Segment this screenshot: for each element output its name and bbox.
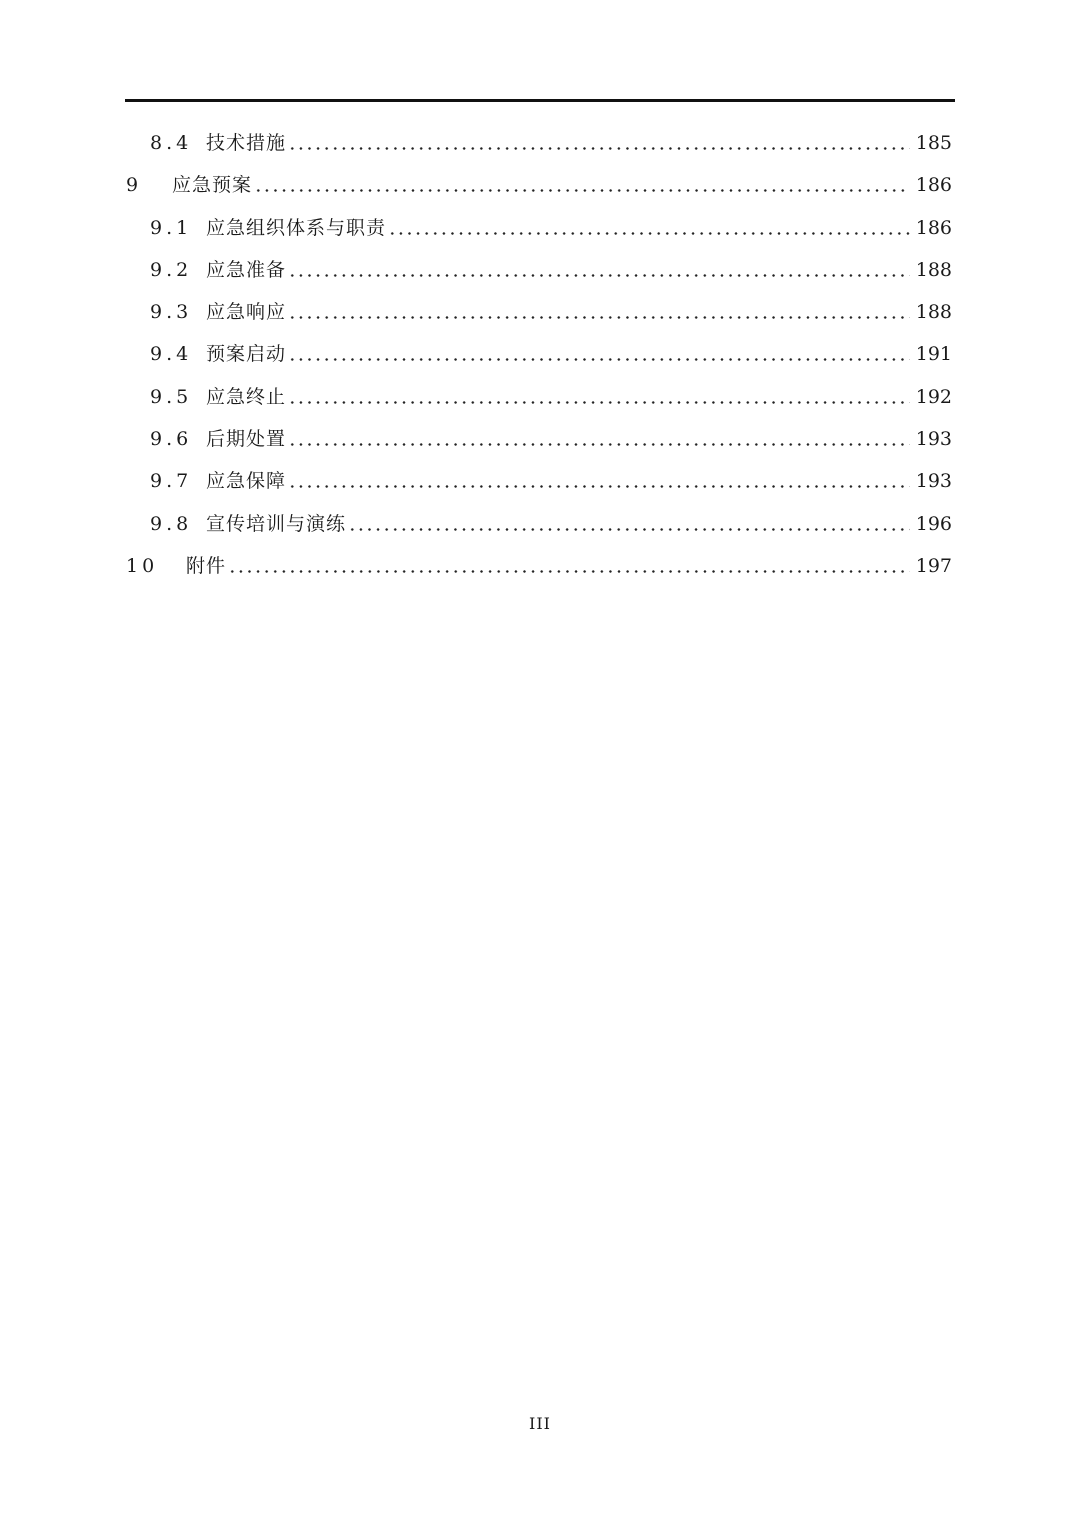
toc-entry-title: 应急终止 [206, 386, 287, 408]
toc-entry-page: 197 [915, 555, 952, 577]
toc-entry[interactable] [126, 170, 952, 200]
toc-entry-page: 186 [915, 217, 952, 239]
toc-dot-leader [288, 424, 910, 454]
toc-entry-number: 8.4 [150, 132, 193, 154]
toc-entry[interactable] [150, 466, 952, 496]
toc-entry-title: 预案启动 [206, 343, 287, 365]
toc-entry-number: 10 [126, 555, 159, 577]
toc-entry-number: 9.5 [150, 386, 193, 408]
toc-entry-page: 188 [915, 259, 952, 281]
toc-entry-number: 9.1 [150, 217, 193, 239]
toc-dot-leader [288, 297, 910, 327]
toc-entry-title: 后期处置 [206, 428, 287, 450]
toc-entry[interactable] [126, 551, 952, 581]
toc-entry-title: 附件 [186, 555, 227, 577]
toc-entry[interactable] [150, 255, 952, 285]
toc-entry-title: 应急组织体系与职责 [206, 217, 387, 239]
toc-entry[interactable] [150, 424, 952, 454]
toc-dot-leader [288, 382, 910, 412]
toc-entry[interactable] [150, 297, 952, 327]
toc-entry-page: 196 [915, 513, 952, 535]
toc-entry-page: 185 [915, 132, 952, 154]
toc-entry-number: 9.4 [150, 343, 193, 365]
toc-entry-number: 9 [126, 174, 143, 196]
toc-dot-leader [348, 509, 910, 539]
toc-dot-leader [288, 339, 910, 369]
toc-entry-page: 191 [915, 343, 952, 365]
toc-entry-page: 193 [915, 428, 952, 450]
page-number: III [529, 1414, 551, 1433]
toc-entry[interactable] [150, 382, 952, 412]
toc-entry-title: 技术措施 [206, 132, 287, 154]
toc-entry-number: 9.7 [150, 470, 193, 492]
toc-entry-number: 9.2 [150, 259, 193, 281]
toc-entry-page: 186 [915, 174, 952, 196]
toc-entry[interactable] [150, 509, 952, 539]
toc-dot-leader [288, 255, 910, 285]
toc-entry-number: 9.6 [150, 428, 193, 450]
toc-entry-title: 应急准备 [206, 259, 287, 281]
header-rule [125, 99, 955, 102]
toc-dot-leader [388, 213, 910, 243]
toc-dot-leader [288, 128, 910, 158]
toc-dot-leader [254, 170, 910, 200]
toc-entry-title: 应急响应 [206, 301, 287, 323]
toc-dot-leader [228, 551, 910, 581]
toc-entry-number: 9.8 [150, 513, 193, 535]
toc-entry[interactable] [150, 213, 952, 243]
toc-entry-page: 192 [915, 386, 952, 408]
toc-entry-title: 应急保障 [206, 470, 287, 492]
toc-entry-page: 188 [915, 301, 952, 323]
toc-entry-page: 193 [915, 470, 952, 492]
toc-entry-title: 宣传培训与演练 [206, 513, 347, 535]
toc-entry[interactable] [150, 128, 952, 158]
toc-dot-leader [288, 466, 910, 496]
toc-entry[interactable] [150, 339, 952, 369]
toc-entry-title: 应急预案 [172, 174, 253, 196]
toc-entry-number: 9.3 [150, 301, 193, 323]
